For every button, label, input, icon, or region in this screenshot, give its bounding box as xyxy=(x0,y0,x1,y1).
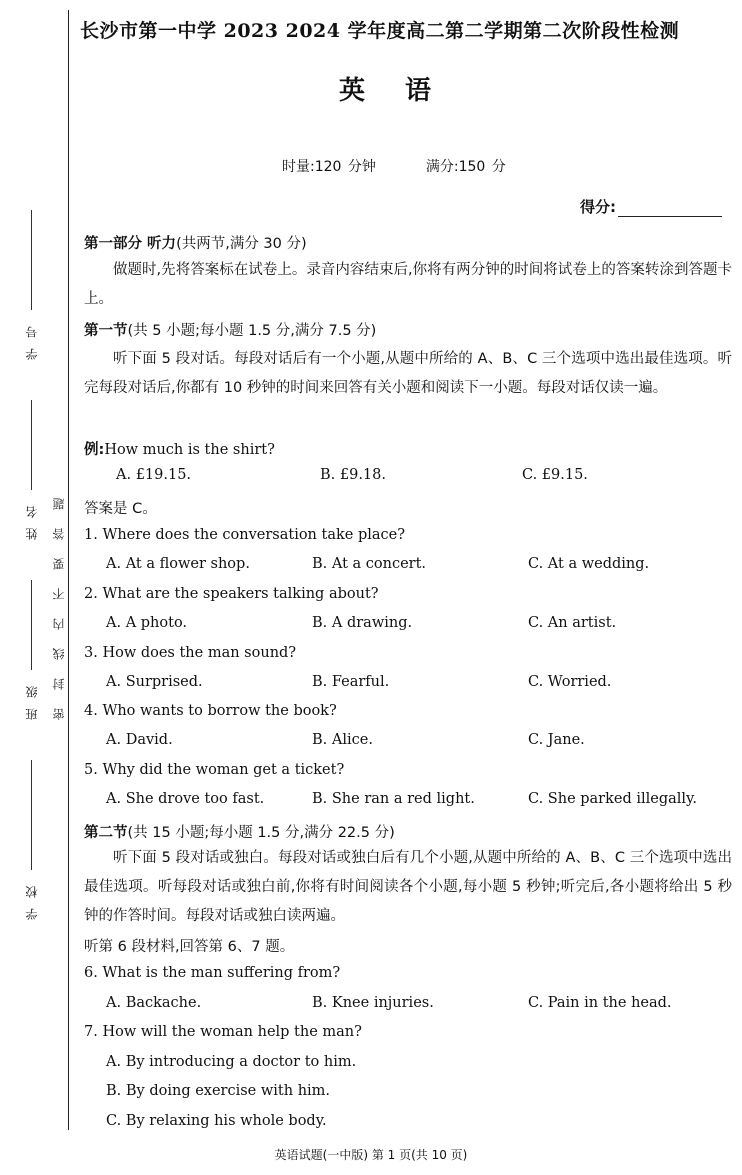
q1-option-c: C. At a wedding. xyxy=(528,556,650,572)
student-id-underline xyxy=(31,210,32,310)
school-field[interactable] xyxy=(14,760,48,920)
class-label: 班级 xyxy=(24,676,39,720)
section1-note: (共 5 小题;每小题 1.5 分,满分 7.5 分) xyxy=(127,323,377,339)
exam-title: 长沙市第一中学 2023 2024 学年度高二第二学期第二次阶段性检测 xyxy=(80,20,680,42)
q3-option-a: A. Surprised. xyxy=(106,674,203,690)
q3-option-c: C. Worried. xyxy=(528,674,612,690)
q5-option-b: B. She ran a red light. xyxy=(312,791,475,807)
example-question xyxy=(84,438,275,459)
q4-option-b: B. Alice. xyxy=(312,732,373,748)
section2-heading xyxy=(84,821,395,842)
part1-note: (共两节,满分 30 分) xyxy=(176,236,307,252)
question-7: 7. How will the woman help the man? xyxy=(84,1024,362,1040)
part1-title: 第一部分 听力 xyxy=(84,236,177,252)
full-score: 满分:150 分 xyxy=(425,159,506,175)
part1-heading xyxy=(84,232,307,253)
example-option-b: B. £9.18. xyxy=(320,467,386,483)
example-question-text: How much is the shirt? xyxy=(104,442,275,458)
example-answer: 答案是 C。 xyxy=(84,501,157,517)
section2-intro: 听下面 5 段对话或独白。每段对话或独白后有几个小题,从题中所给的 A、B、C 三个选项中选出最佳选项。听每段对话或独白前,你将有时间阅读各个小题,每小题 5 秒钟;听完后,各小题将给出 5 秒钟的作答时间。每段对话或独白读两遍。 xyxy=(84,850,732,924)
question-4: 4. Who wants to borrow the book? xyxy=(84,703,337,719)
question-2: 2. What are the speakers talking about? xyxy=(84,586,379,602)
class-underline xyxy=(31,580,32,670)
time-limit: 时量:120 分钟 xyxy=(282,159,376,175)
section2-title: 第二节 xyxy=(84,825,128,841)
q7-option-c: C. By relaxing his whole body. xyxy=(106,1113,327,1129)
page-footer: 英语试题(一中版) 第 1 页(共 10 页) xyxy=(274,1148,468,1162)
subject-title: 英语 xyxy=(338,76,471,106)
q2-option-b: B. A drawing. xyxy=(312,615,413,631)
student-id-field[interactable] xyxy=(14,210,48,360)
name-field[interactable] xyxy=(14,400,48,540)
question-1: 1. Where does the conversation take place? xyxy=(84,527,405,543)
binding-warning: 密封线内不要答题 xyxy=(52,480,66,720)
score-blank[interactable] xyxy=(618,202,722,217)
question-6: 6. What is the man suffering from? xyxy=(84,965,341,981)
time-info xyxy=(282,156,556,176)
q6-option-b: B. Knee injuries. xyxy=(312,995,434,1011)
q4-option-a: A. David. xyxy=(106,732,173,748)
q2-option-a: A. A photo. xyxy=(106,615,188,631)
name-underline xyxy=(31,400,32,490)
q5-option-c: C. She parked illegally. xyxy=(528,791,697,807)
school-underline xyxy=(31,760,32,870)
score-box[interactable] xyxy=(580,196,722,217)
part1-intro: 做题时,先将答案标在试卷上。录音内容结束后,你将有两分钟的时间将试卷上的答案转涂到答题卡上。 xyxy=(84,262,732,307)
section1-heading xyxy=(84,319,376,340)
q3-option-b: B. Fearful. xyxy=(312,674,390,690)
section1-intro: 听下面 5 段对话。每段对话后有一个小题,从题中所给的 A、B、C 三个选项中选出最佳选项。听完每段对话后,你都有 10 秒钟的时间来回答有关小题和阅读下一小题。每段对话仅读一遍。 xyxy=(84,351,732,396)
binding-line xyxy=(68,10,69,1130)
example-option-c: C. £9.15. xyxy=(522,467,588,483)
q6-option-c: C. Pain in the head. xyxy=(528,995,672,1011)
q7-option-a: A. By introducing a doctor to him. xyxy=(106,1054,357,1070)
material-note: 听第 6 段材料,回答第 6、7 题。 xyxy=(84,939,295,955)
q7-option-b: B. By doing exercise with him. xyxy=(106,1083,331,1099)
q1-option-a: A. At a flower shop. xyxy=(106,556,250,572)
school-label: 学校 xyxy=(24,876,39,920)
q5-option-a: A. She drove too fast. xyxy=(106,791,265,807)
question-5: 5. Why did the woman get a ticket? xyxy=(84,762,345,778)
score-label: 得分: xyxy=(580,198,616,216)
student-id-label: 学号 xyxy=(24,316,39,360)
q1-option-b: B. At a concert. xyxy=(312,556,427,572)
q6-option-a: A. Backache. xyxy=(106,995,202,1011)
q4-option-c: C. Jane. xyxy=(528,732,585,748)
section1-title: 第一节 xyxy=(84,323,128,339)
name-label: 姓名 xyxy=(24,496,39,540)
question-3: 3. How does the man sound? xyxy=(84,645,297,661)
section2-note: (共 15 小题;每小题 1.5 分,满分 22.5 分) xyxy=(127,825,395,841)
class-field[interactable] xyxy=(14,580,48,720)
q2-option-c: C. An artist. xyxy=(528,615,617,631)
example-label: 例: xyxy=(84,442,105,458)
example-option-a: A. £19.15. xyxy=(116,467,192,483)
